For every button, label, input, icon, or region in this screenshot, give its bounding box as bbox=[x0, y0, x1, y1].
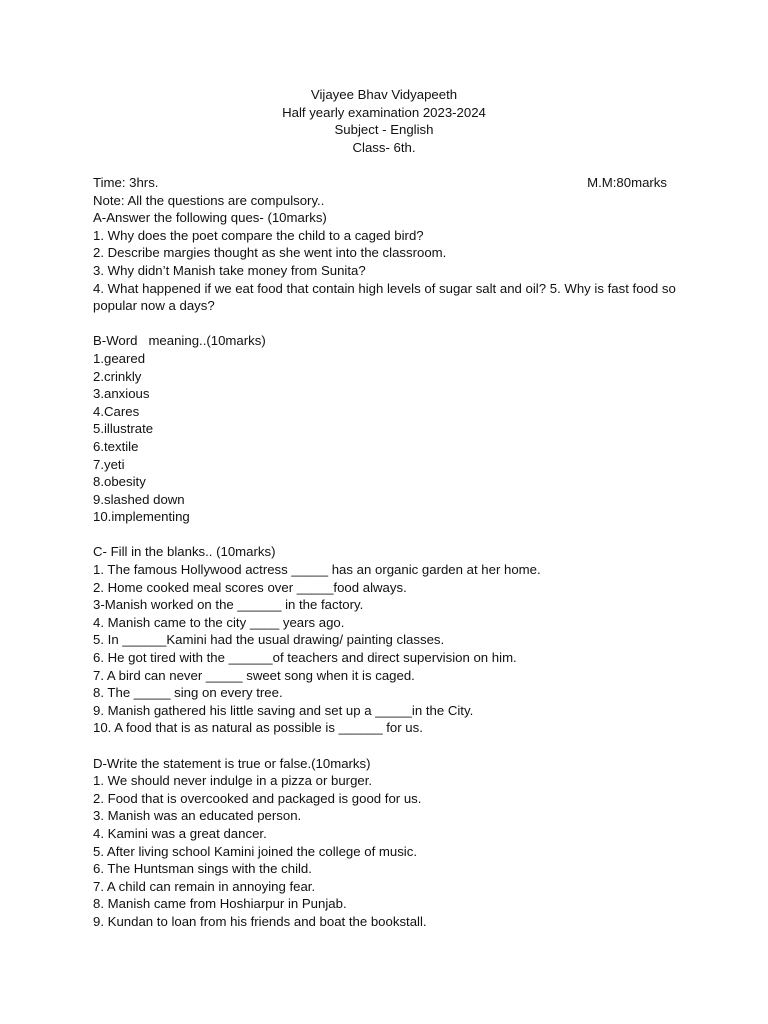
fill-blank-item: 1. The famous Hollywood actress _____ has an organic garden at her home. bbox=[93, 562, 541, 578]
word-item: 5.illustrate bbox=[93, 421, 154, 437]
word-item: 9.slashed down bbox=[93, 491, 185, 507]
fill-blank-item: 8. The _____ sing on every tree. bbox=[93, 685, 283, 701]
section-a-question: 4. What happened if we eat food that contain high levels of sugar salt and oil? 5. Why is fast food so popular now a days? bbox=[93, 280, 676, 314]
section-d-title: D-Write the statement is true or false.(10marks) bbox=[93, 755, 371, 771]
section-c-title: C- Fill in the blanks.. (10marks) bbox=[93, 544, 276, 560]
word-item: 2.crinkly bbox=[93, 368, 142, 384]
time-marks-row bbox=[93, 174, 667, 192]
word-item: 8.obesity bbox=[93, 474, 146, 490]
fill-blank-item: 10. A food that is as natural as possible is ______ for us. bbox=[93, 720, 423, 736]
word-item: 7.yeti bbox=[93, 456, 125, 472]
true-false-item: 8. Manish came from Hoshiarpur in Punjab. bbox=[93, 896, 347, 912]
fill-blank-item: 7. A bird can never _____ sweet song when it is caged. bbox=[93, 667, 415, 683]
section-a-title: A-Answer the following ques- (10marks) bbox=[93, 210, 327, 226]
fill-blank-item: 2. Home cooked meal scores over _____food always. bbox=[93, 579, 407, 595]
word-item: 3.anxious bbox=[93, 386, 150, 402]
word-item: 1.geared bbox=[93, 350, 146, 366]
class-line: Class- 6th. bbox=[352, 139, 416, 155]
spacer bbox=[93, 315, 683, 333]
paper-header bbox=[0, 86, 768, 156]
fill-blank-item: 9. Manish gathered his little saving and set up a _____in the City. bbox=[93, 702, 474, 718]
fill-blank-item: 6. He got tired with the ______of teachers and direct supervision on him. bbox=[93, 650, 517, 666]
true-false-item: 4. Kamini was a great dancer. bbox=[93, 825, 267, 841]
school-name: Vijayee Bhav Vidyapeeth bbox=[310, 87, 458, 102]
subject-line: Subject - English bbox=[334, 122, 434, 138]
true-false-item: 9. Kundan to loan from his friends and boat the bookstall. bbox=[93, 913, 427, 929]
true-false-item: 2. Food that is overcooked and packaged is good for us. bbox=[93, 790, 422, 806]
section-b-title: B-Word meaning..(10marks) bbox=[93, 333, 266, 349]
true-false-item: 1. We should never indulge in a pizza or burger. bbox=[93, 773, 373, 789]
section-a-question: 1. Why does the poet compare the child to a caged bird? bbox=[93, 227, 424, 243]
exam-title: Half yearly examination 2023-2024 bbox=[282, 104, 486, 120]
true-false-item: 6. The Huntsman sings with the child. bbox=[93, 861, 312, 877]
true-false-item: 7. A child can remain in annoying fear. bbox=[93, 878, 316, 894]
true-false-item: 5. After living school Kamini joined the college of music. bbox=[93, 843, 417, 859]
true-false-item: 3. Manish was an educated person. bbox=[93, 808, 302, 824]
word-item: 6.textile bbox=[93, 438, 139, 454]
word-item: 10.implementing bbox=[93, 509, 190, 525]
spacer bbox=[93, 737, 683, 755]
section-a-question: 2. Describe margies thought as she went into the classroom. bbox=[93, 245, 447, 261]
fill-blank-item: 4. Manish came to the city ____ years ago. bbox=[93, 614, 345, 630]
fill-blank-item: 3-Manish worked on the ______ in the factory. bbox=[93, 597, 364, 613]
paper-body bbox=[93, 174, 683, 931]
spacer bbox=[93, 526, 683, 544]
max-marks-text: M.M:80marks bbox=[587, 175, 667, 190]
note-text: Note: All the questions are compulsory.. bbox=[93, 192, 325, 208]
fill-blank-item: 5. In ______Kamini had the usual drawing/ painting classes. bbox=[93, 632, 445, 648]
time-text: Time: 3hrs. bbox=[93, 175, 159, 190]
section-a-question: 3. Why didn’t Manish take money from Sunita? bbox=[93, 262, 366, 278]
word-item: 4.Cares bbox=[93, 403, 140, 419]
